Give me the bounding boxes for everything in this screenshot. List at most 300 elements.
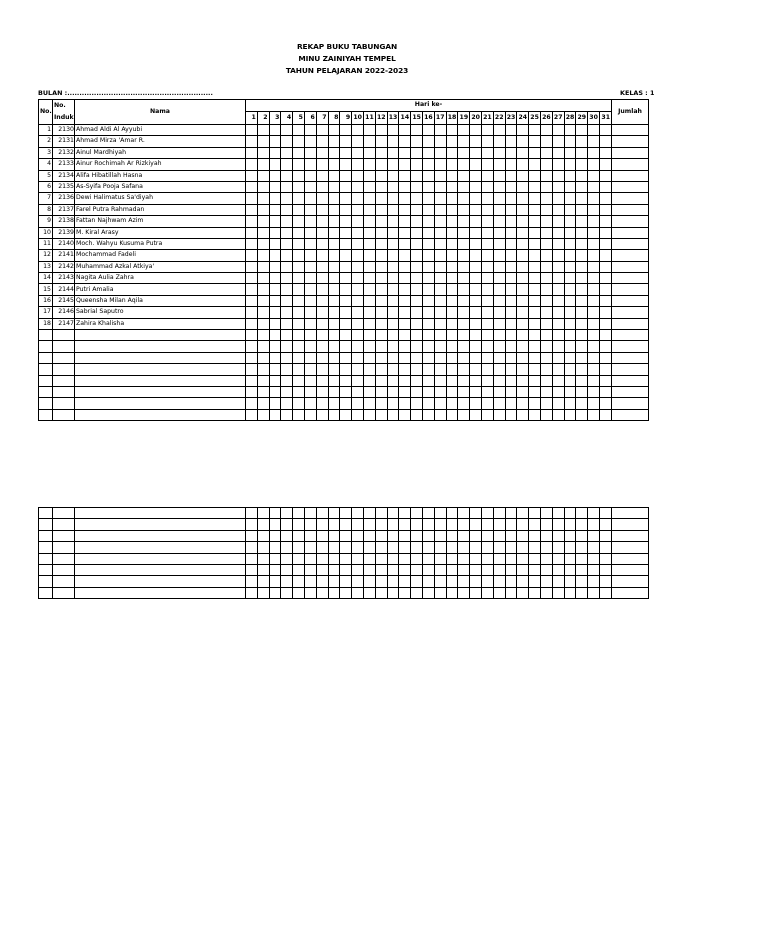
day-entry-cell — [281, 386, 293, 397]
day-entry-cell — [540, 553, 552, 564]
day-entry-cell — [481, 409, 493, 420]
day-entry-cell — [481, 587, 493, 598]
day-entry-cell — [316, 273, 328, 284]
day-entry-cell — [363, 238, 375, 249]
day-entry-cell — [434, 227, 446, 238]
day-entry-cell — [434, 181, 446, 192]
day-entry-cell — [481, 508, 493, 519]
day-entry-cell — [304, 542, 316, 553]
day-entry-cell — [517, 170, 529, 181]
day-entry-cell — [304, 295, 316, 306]
day-entry-cell — [269, 307, 281, 318]
day-entry-cell — [281, 216, 293, 227]
day-entry-cell — [246, 136, 258, 147]
day-entry-cell — [340, 330, 352, 341]
day-entry-cell — [517, 136, 529, 147]
day-entry-cell — [328, 542, 340, 553]
total-cell — [611, 519, 648, 530]
student-name-cell: Putri Amalia — [75, 284, 246, 295]
day-entry-cell — [422, 542, 434, 553]
day-entry-cell — [517, 564, 529, 575]
day-entry-cell — [576, 364, 588, 375]
day-entry-cell — [481, 204, 493, 215]
day-entry-cell — [269, 238, 281, 249]
day-entry-cell — [446, 227, 458, 238]
day-entry-cell — [411, 508, 423, 519]
day-entry-cell — [387, 576, 399, 587]
day-entry-cell — [340, 273, 352, 284]
total-cell — [612, 284, 649, 295]
day-entry-cell — [281, 193, 293, 204]
day-entry-cell — [352, 193, 364, 204]
day-entry-cell — [446, 147, 458, 158]
day-entry-cell — [340, 409, 352, 420]
day-entry-cell — [517, 273, 529, 284]
day-entry-cell — [446, 295, 458, 306]
day-entry-cell — [411, 330, 423, 341]
day-entry-cell — [505, 330, 517, 341]
day-entry-cell — [470, 398, 482, 409]
day-entry-cell — [269, 386, 281, 397]
student-id-cell: 2140 — [53, 238, 75, 249]
student-name-cell — [75, 519, 246, 530]
day-entry-cell — [505, 587, 517, 598]
day-entry-cell — [340, 386, 352, 397]
day-entry-cell — [564, 330, 576, 341]
day-entry-cell — [470, 553, 482, 564]
day-entry-cell — [422, 136, 434, 147]
day-entry-cell — [564, 181, 576, 192]
day-header-cell: 30 — [588, 111, 600, 124]
day-entry-cell — [517, 341, 529, 352]
day-entry-cell — [387, 508, 399, 519]
day-entry-cell — [540, 330, 552, 341]
day-entry-cell — [422, 587, 434, 598]
day-entry-cell — [387, 352, 399, 363]
day-entry-cell — [340, 261, 352, 272]
day-entry-cell — [422, 318, 434, 329]
day-entry-cell — [422, 238, 434, 249]
day-entry-cell — [352, 530, 364, 541]
day-entry-cell — [422, 341, 434, 352]
day-entry-cell — [281, 181, 293, 192]
day-entry-cell — [529, 564, 541, 575]
day-entry-cell — [352, 181, 364, 192]
day-entry-cell — [399, 136, 411, 147]
day-entry-cell — [588, 273, 600, 284]
total-cell — [612, 273, 649, 284]
day-entry-cell — [446, 216, 458, 227]
day-entry-cell — [552, 398, 564, 409]
day-entry-cell — [540, 542, 552, 553]
day-entry-cell — [434, 587, 446, 598]
day-entry-cell — [304, 147, 316, 158]
day-entry-cell — [446, 530, 458, 541]
day-entry-cell — [293, 375, 305, 386]
day-entry-cell — [304, 136, 316, 147]
day-entry-cell — [505, 125, 517, 136]
total-cell — [612, 261, 649, 272]
day-entry-cell — [517, 386, 529, 397]
day-entry-cell — [375, 409, 387, 420]
day-entry-cell — [328, 386, 340, 397]
day-entry-cell — [257, 530, 269, 541]
day-entry-cell — [422, 564, 434, 575]
day-entry-cell — [470, 238, 482, 249]
day-entry-cell — [269, 341, 281, 352]
day-entry-cell — [564, 352, 576, 363]
day-entry-cell — [470, 193, 482, 204]
total-cell — [612, 204, 649, 215]
day-entry-cell — [434, 352, 446, 363]
day-entry-cell — [552, 125, 564, 136]
total-cell — [611, 587, 648, 598]
day-entry-cell — [293, 125, 305, 136]
day-entry-cell — [470, 330, 482, 341]
student-name-cell — [75, 564, 246, 575]
day-entry-cell — [246, 261, 258, 272]
day-entry-cell — [576, 386, 588, 397]
day-entry-cell — [246, 193, 258, 204]
table-row — [39, 170, 649, 181]
day-entry-cell — [481, 284, 493, 295]
day-entry-cell — [304, 553, 316, 564]
day-entry-cell — [411, 125, 423, 136]
day-entry-cell — [540, 576, 552, 587]
day-entry-cell — [493, 284, 505, 295]
day-entry-cell — [304, 204, 316, 215]
day-entry-cell — [399, 409, 411, 420]
day-entry-cell — [481, 530, 493, 541]
table-row — [39, 204, 649, 215]
day-entry-cell — [446, 181, 458, 192]
day-entry-cell — [363, 136, 375, 147]
day-entry-cell — [304, 318, 316, 329]
day-entry-cell — [552, 204, 564, 215]
day-entry-cell — [588, 193, 600, 204]
day-entry-cell — [576, 409, 588, 420]
student-id-cell: 2136 — [53, 193, 75, 204]
day-entry-cell — [257, 398, 269, 409]
day-entry-cell — [316, 204, 328, 215]
day-entry-cell — [529, 284, 541, 295]
student-id-cell — [53, 352, 75, 363]
day-entry-cell — [576, 125, 588, 136]
day-header-cell: 14 — [399, 111, 411, 124]
row-number-cell — [39, 386, 53, 397]
day-entry-cell — [328, 519, 340, 530]
day-entry-cell — [576, 147, 588, 158]
row-number-cell — [39, 564, 53, 575]
report-title: REKAP BUKU TABUNGAN — [296, 42, 398, 51]
day-entry-cell — [375, 147, 387, 158]
day-entry-cell — [352, 227, 364, 238]
day-entry-cell — [481, 330, 493, 341]
day-entry-cell — [434, 295, 446, 306]
student-name-cell — [75, 553, 246, 564]
day-entry-cell — [340, 170, 352, 181]
day-entry-cell — [352, 136, 364, 147]
day-entry-cell — [564, 542, 576, 553]
table-row — [39, 576, 649, 587]
day-entry-cell — [434, 159, 446, 170]
day-entry-cell — [576, 261, 588, 272]
day-entry-cell — [328, 318, 340, 329]
day-entry-cell — [599, 587, 611, 598]
day-entry-cell — [246, 159, 258, 170]
day-entry-cell — [340, 318, 352, 329]
day-entry-cell — [540, 519, 552, 530]
day-entry-cell — [246, 364, 258, 375]
day-entry-cell — [470, 181, 482, 192]
day-entry-cell — [481, 147, 493, 158]
day-entry-cell — [446, 519, 458, 530]
day-entry-cell — [446, 398, 458, 409]
day-entry-cell — [529, 330, 541, 341]
day-entry-cell — [517, 238, 529, 249]
day-entry-cell — [458, 330, 470, 341]
day-entry-cell — [363, 375, 375, 386]
day-entry-cell — [505, 553, 517, 564]
day-entry-cell — [540, 398, 552, 409]
day-entry-cell — [293, 284, 305, 295]
day-entry-cell — [340, 295, 352, 306]
day-entry-cell — [387, 295, 399, 306]
day-entry-cell — [281, 159, 293, 170]
day-entry-cell — [399, 147, 411, 158]
day-entry-cell — [352, 273, 364, 284]
day-entry-cell — [352, 330, 364, 341]
day-entry-cell — [552, 170, 564, 181]
day-entry-cell — [458, 216, 470, 227]
day-entry-cell — [540, 147, 552, 158]
day-entry-cell — [529, 181, 541, 192]
day-entry-cell — [246, 409, 258, 420]
student-id-cell — [53, 341, 75, 352]
day-entry-cell — [446, 587, 458, 598]
day-entry-cell — [399, 295, 411, 306]
day-entry-cell — [470, 364, 482, 375]
day-entry-cell — [246, 330, 258, 341]
student-name-cell: Ainul Mardhiyah — [75, 147, 246, 158]
student-id-cell — [53, 364, 75, 375]
day-entry-cell — [540, 530, 552, 541]
day-entry-cell — [552, 341, 564, 352]
student-name-cell: Alifa Hibatillah Hasna — [75, 170, 246, 181]
day-entry-cell — [529, 409, 541, 420]
day-header-cell: 27 — [552, 111, 564, 124]
day-entry-cell — [363, 508, 375, 519]
day-entry-cell — [340, 542, 352, 553]
day-entry-cell — [340, 181, 352, 192]
day-entry-cell — [446, 125, 458, 136]
student-name-cell — [75, 530, 246, 541]
day-entry-cell — [505, 386, 517, 397]
student-name-cell: As-Syifa Pooja Safana — [75, 181, 246, 192]
day-entry-cell — [434, 375, 446, 386]
student-id-cell: 2142 — [53, 261, 75, 272]
day-entry-cell — [552, 284, 564, 295]
day-entry-cell — [588, 341, 600, 352]
day-entry-cell — [505, 136, 517, 147]
day-entry-cell — [328, 508, 340, 519]
day-entry-cell — [564, 204, 576, 215]
day-entry-cell — [458, 352, 470, 363]
day-entry-cell — [599, 564, 611, 575]
day-entry-cell — [387, 587, 399, 598]
day-entry-cell — [422, 386, 434, 397]
day-entry-cell — [340, 530, 352, 541]
day-header-cell: 5 — [293, 111, 305, 124]
day-entry-cell — [434, 341, 446, 352]
day-entry-cell — [446, 193, 458, 204]
day-entry-cell — [434, 364, 446, 375]
day-entry-cell — [481, 159, 493, 170]
day-entry-cell — [387, 147, 399, 158]
day-entry-cell — [363, 261, 375, 272]
day-entry-cell — [470, 564, 482, 575]
day-entry-cell — [599, 553, 611, 564]
day-entry-cell — [458, 564, 470, 575]
row-number-cell — [39, 587, 53, 598]
day-entry-cell — [340, 307, 352, 318]
day-entry-cell — [411, 295, 423, 306]
day-entry-cell — [257, 284, 269, 295]
day-entry-cell — [576, 136, 588, 147]
day-entry-cell — [293, 341, 305, 352]
day-entry-cell — [246, 564, 258, 575]
day-entry-cell — [422, 216, 434, 227]
day-entry-cell — [446, 318, 458, 329]
day-entry-cell — [257, 136, 269, 147]
day-entry-cell — [529, 508, 541, 519]
day-entry-cell — [281, 273, 293, 284]
day-entry-cell — [281, 576, 293, 587]
day-entry-cell — [552, 542, 564, 553]
day-entry-cell — [281, 553, 293, 564]
day-entry-cell — [269, 295, 281, 306]
day-entry-cell — [599, 530, 611, 541]
day-entry-cell — [257, 318, 269, 329]
table-row — [39, 193, 649, 204]
total-cell — [612, 409, 649, 420]
total-cell — [611, 508, 648, 519]
day-entry-cell — [411, 564, 423, 575]
student-id-cell — [53, 519, 75, 530]
day-entry-cell — [269, 587, 281, 598]
day-entry-cell — [269, 508, 281, 519]
day-entry-cell — [481, 136, 493, 147]
day-entry-cell — [269, 284, 281, 295]
day-entry-cell — [599, 170, 611, 181]
day-entry-cell — [399, 542, 411, 553]
day-entry-cell — [599, 386, 611, 397]
day-entry-cell — [340, 147, 352, 158]
day-entry-cell — [505, 409, 517, 420]
row-number-cell: 4 — [39, 159, 53, 170]
day-entry-cell — [246, 181, 258, 192]
day-entry-cell — [281, 238, 293, 249]
day-entry-cell — [540, 564, 552, 575]
day-entry-cell — [281, 318, 293, 329]
day-entry-cell — [340, 204, 352, 215]
student-name-cell: Farel Putra Rahmadan — [75, 204, 246, 215]
day-entry-cell — [458, 553, 470, 564]
day-entry-cell — [588, 147, 600, 158]
day-entry-cell — [422, 170, 434, 181]
day-entry-cell — [599, 330, 611, 341]
day-entry-cell — [517, 587, 529, 598]
day-entry-cell — [399, 273, 411, 284]
day-entry-cell — [564, 409, 576, 420]
day-entry-cell — [363, 364, 375, 375]
day-entry-cell — [257, 375, 269, 386]
day-entry-cell — [293, 587, 305, 598]
day-header-cell: 8 — [328, 111, 340, 124]
day-entry-cell — [599, 364, 611, 375]
day-entry-cell — [340, 587, 352, 598]
row-number-cell — [39, 576, 53, 587]
day-entry-cell — [375, 386, 387, 397]
total-cell — [612, 364, 649, 375]
student-name-cell — [75, 576, 246, 587]
day-entry-cell — [269, 227, 281, 238]
student-id-cell: 2130 — [53, 125, 75, 136]
col-induk-header — [53, 100, 75, 125]
day-entry-cell — [387, 125, 399, 136]
col-no-header: No. — [39, 100, 53, 125]
day-entry-cell — [269, 409, 281, 420]
student-id-cell — [53, 542, 75, 553]
day-entry-cell — [269, 542, 281, 553]
day-entry-cell — [304, 364, 316, 375]
day-entry-cell — [564, 375, 576, 386]
day-entry-cell — [375, 250, 387, 261]
day-entry-cell — [281, 136, 293, 147]
day-entry-cell — [328, 181, 340, 192]
day-entry-cell — [564, 341, 576, 352]
day-entry-cell — [411, 204, 423, 215]
day-entry-cell — [564, 193, 576, 204]
day-entry-cell — [269, 519, 281, 530]
day-header-cell: 18 — [446, 111, 458, 124]
table-row — [39, 273, 649, 284]
student-name-cell: Ainur Rochimah Ar Rizkiyah — [75, 159, 246, 170]
day-entry-cell — [316, 147, 328, 158]
day-entry-cell — [246, 542, 258, 553]
day-entry-cell — [281, 542, 293, 553]
day-entry-cell — [458, 250, 470, 261]
day-entry-cell — [517, 307, 529, 318]
day-header-cell: 11 — [363, 111, 375, 124]
day-entry-cell — [458, 193, 470, 204]
day-entry-cell — [493, 193, 505, 204]
row-number-cell: 2 — [39, 136, 53, 147]
day-entry-cell — [470, 519, 482, 530]
day-entry-cell — [328, 284, 340, 295]
day-entry-cell — [375, 330, 387, 341]
day-entry-cell — [363, 125, 375, 136]
day-entry-cell — [363, 318, 375, 329]
day-entry-cell — [446, 375, 458, 386]
day-entry-cell — [399, 352, 411, 363]
day-entry-cell — [576, 553, 588, 564]
day-entry-cell — [316, 216, 328, 227]
day-entry-cell — [529, 204, 541, 215]
total-cell — [612, 159, 649, 170]
day-entry-cell — [576, 587, 588, 598]
day-entry-cell — [246, 386, 258, 397]
